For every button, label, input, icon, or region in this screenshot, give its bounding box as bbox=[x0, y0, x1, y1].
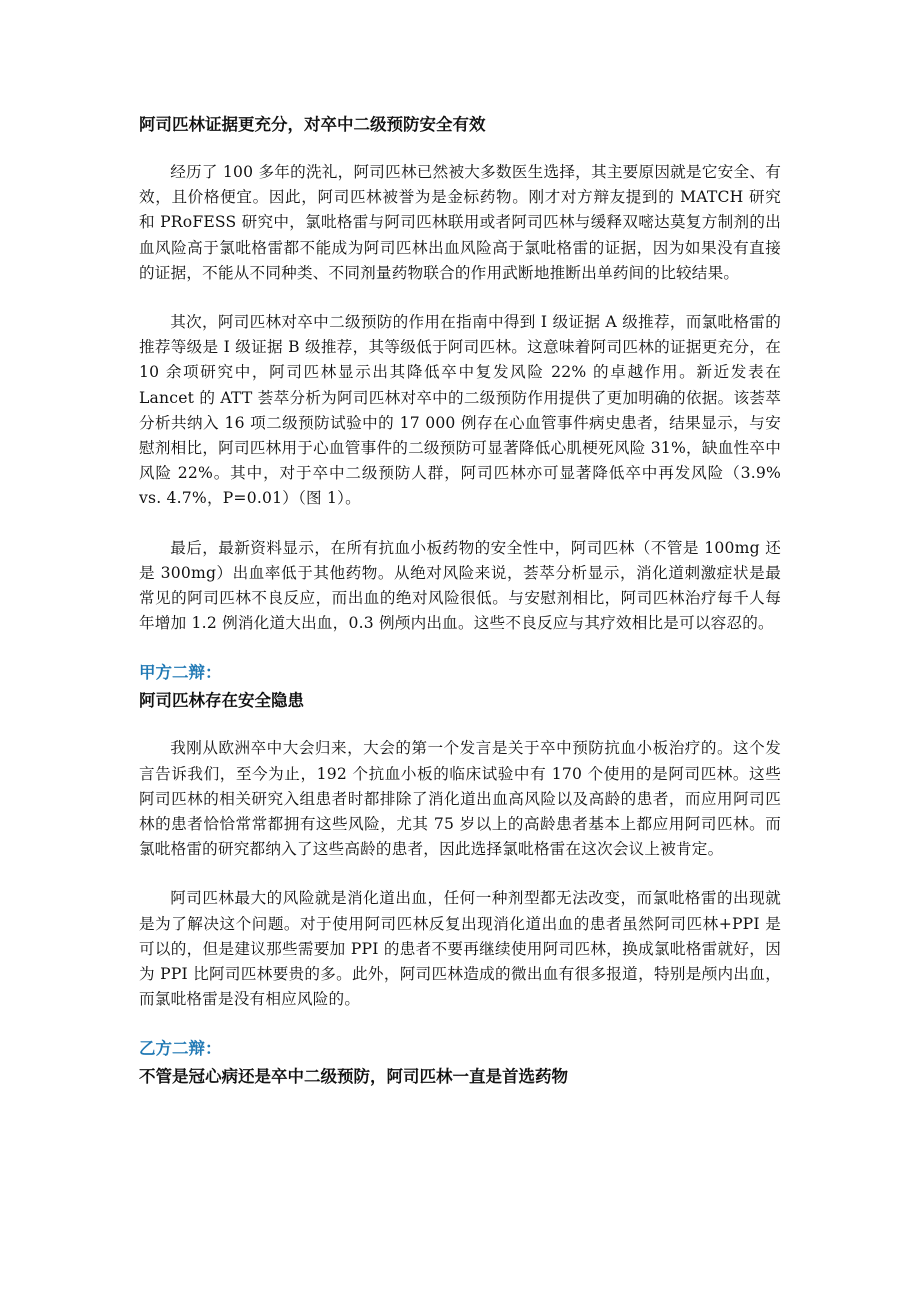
document-page bbox=[139, 112, 781, 1090]
section-heading-aspirin-evidence: 阿司匹林证据更充分，对卒中二级预防安全有效 bbox=[139, 115, 486, 134]
paragraph: 经历了 100 多年的洗礼，阿司匹林已然被大多数医生选择，其主要原因就是它安全、有效，且价格便宜。因此，阿司匹林被誉为是金标药物。刚才对方辩友提到的 MATCH 研究和 PRoFESS 研究中，氯吡格雷与阿司匹林联用或者阿司匹林与缓释双嘧达莫复方制剂的出血风险高于氯吡格雷都不能成为阿司匹林出血风险高于氯吡格雷的证据，因为如果没有直接的证据，不能从不同种类、不同剂量药物联合的作用武断地推断出单药间的比较结果。 bbox=[139, 163, 781, 282]
paragraph: 其次，阿司匹林对卒中二级预防的作用在指南中得到 Ⅰ 级证据 A 级推荐，而氯吡格雷的推荐等级是 Ⅰ 级证据 B 级推荐，其等级低于阿司匹林。这意味着阿司匹林的证据更充分，在 10 余项研究中，阿司匹林显示出其降低卒中复发风险 22% 的卓越作用。新近发表在 Lancet 的 ATT 荟萃分析为阿司匹林对卒中的二级预防作用提供了更加明确的依据。该荟萃分析共纳入 16 项二级预防试验中的 17 000 例存在心血管事件病史患者，结果显示，与安慰剂相比，阿司匹林用于心血管事件的二级预防可显著降低心肌梗死风险 31%，缺血性卒中风险 22%。其中，对于卒中二级预防人群，阿司匹林亦可显著降低卒中再发风险（3.9% vs. 4.7%，P=0.01）（图 1）。 bbox=[139, 313, 781, 508]
paragraph: 我刚从欧洲卒中大会归来，大会的第一个发言是关于卒中预防抗血小板治疗的。这个发言告诉我们，至今为止，192 个抗血小板的临床试验中有 170 个使用的是阿司匹林。这些阿司匹林的相关研究入组患者时都排除了消化道出血高风险以及高龄的患者，而应用阿司匹林的患者恰恰常常都拥有这些风险，尤其 75 岁以上的高龄患者基本上都应用阿司匹林。而氯吡格雷的研究都纳入了这些高龄的患者，因此选择氯吡格雷在这次会议上被肯定。 bbox=[139, 739, 781, 859]
speaker-label-party-a: 甲方二辩： bbox=[139, 663, 222, 683]
paragraph: 阿司匹林最大的风险就是消化道出血，任何一种剂型都无法改变，而氯吡格雷的出现就是为了解决这个问题。对于使用阿司匹林反复出现消化道出血的患者虽然阿司匹林+PPI 是可以的，但是建议那些需要加 PPI 的患者不要再继续使用阿司匹林，换成氯吡格雷就好，因为 PPI 比阿司匹林要贵的多。此外，阿司匹林造成的微出血有很多报道，特别是颅内出血，而氯吡格雷是没有相应风险的。 bbox=[139, 889, 781, 1009]
speaker-label-party-b: 乙方二辩： bbox=[139, 1039, 222, 1059]
section-heading-safety-risk: 阿司匹林存在安全隐患 bbox=[139, 691, 304, 711]
section-heading-first-choice: 不管是冠心病还是卒中二级预防，阿司匹林一直是首选药物 bbox=[139, 1067, 568, 1087]
paragraph: 最后，最新资料显示，在所有抗血小板药物的安全性中，阿司匹林（不管是 100mg 还是 300mg）出血率低于其他药物。从绝对风险来说，荟萃分析显示，消化道刺激症状是最常见的阿司匹林不良反应，而出血的绝对风险很低。与安慰剂相比，阿司匹林治疗每千人每年增加 1.2 例消化道大出血，0.3 例颅内出血。这些不良反应与其疗效相比是可以容忍的。 bbox=[139, 538, 781, 633]
